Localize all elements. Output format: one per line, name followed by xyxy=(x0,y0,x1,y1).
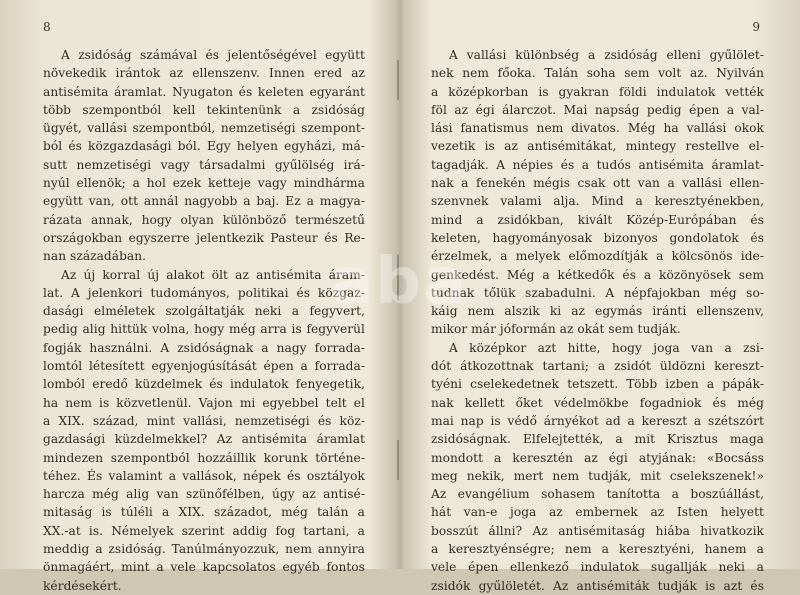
text-line: növekedik irántok az ellenszenv. Innen ered az xyxy=(43,66,365,81)
text-line: antisémita áramlat. Nyugaton és keleten egyaránt xyxy=(43,84,365,99)
watermark: aba xyxy=(330,245,469,319)
text-line: keleten, hagyományosak bizonyos gondolatok és xyxy=(431,230,764,245)
text-line: lási fanatismus nem divatos. Még ha vallási okok xyxy=(431,121,764,136)
text-line: dót átkozottnak tartani; a zsidót üldözni kereszt- xyxy=(431,359,764,374)
text-line: lomtól létesített egyenjogúsítását épen a forrada- xyxy=(43,359,365,374)
text-line: ha nem is közvetlenül. Vajon mi egyebbel telt el xyxy=(43,395,365,410)
text-line: lomból eredő küzdelmek és indulatok fenyegetik, xyxy=(43,377,365,392)
text-line: meddig a zsidóság. Tanúlmányozzuk, nem annyira xyxy=(43,542,365,557)
text-line: önmagáért, mint a vele kapcsolatos egyéb fontos xyxy=(43,560,365,575)
text-line: ból és közgazdasági ból. Egy helyen egyházi, má- xyxy=(43,139,365,154)
text-line: káig nem alszik ki az egymás iránti ellenszenv, xyxy=(431,304,764,319)
text-line: hát van-e joga az embernek az Isten helyett xyxy=(431,505,764,520)
text-line: téhez. És valamint a vallások, népek és osztályok xyxy=(43,468,365,483)
text-line: a keresztyénségre; nem a keresztyéni, hanem a xyxy=(431,542,764,557)
text-line: több szempontból kell tekintenünk a zsidóság xyxy=(43,102,365,117)
text-line: genkedést. Még a kétkedők és a közönyösek sem xyxy=(431,267,764,282)
text-line: pedig alig hittük volna, hogy még arra is fegyverül xyxy=(43,322,365,337)
text-line: szenvnek valami alja. Mind a keresztyénekben, xyxy=(431,194,764,209)
text-line: vele épen ellenkező indulatok sugallják neki a xyxy=(431,560,764,575)
text-line: nyúl ellenök; a hol ezek ketteje vagy mindhárma xyxy=(43,176,365,191)
text-line: meg nekik, mert nem tudják, mit cselekszenek!» xyxy=(431,468,764,483)
text-line: mai nap is védő árnyékot ad a kereszt a szétszórt xyxy=(431,413,764,428)
page-body-text xyxy=(43,46,365,595)
text-line: mondott a keresztén az égi atyjának: «Bocsáss xyxy=(431,450,764,465)
text-line: sutt nemzetiségi vagy társadalmi gyűlölség irá- xyxy=(43,157,365,172)
text-line: országokban egyszerre jelentkezik Pasteur és Re- xyxy=(43,230,365,245)
text-line: zsidók gyűlöletét. Az antisémiták tudják is azt és xyxy=(431,578,764,593)
text-line: ügyét, vallási szempontból, nemzetiségi szempont- xyxy=(43,121,365,136)
text-line: fogják használni. A zsidóságnak a nagy forrada- xyxy=(43,340,365,355)
text-line: dasági elméletek szolgáltatják neki a fegyvert, xyxy=(43,304,365,319)
text-line: Az új korral új alakot ölt az antisémita áram- xyxy=(61,267,365,282)
text-line: mikor már jóformán az okát sem tudják. xyxy=(431,322,681,337)
text-line: A zsidóság számával és jelentőségével együtt xyxy=(61,48,365,62)
text-line: vezetik is az antisémitákat, mintegy restellve el- xyxy=(431,139,764,154)
page-body-text xyxy=(431,46,764,595)
text-line: A középkor azt hitte, hogy joga van a zsi- xyxy=(449,340,764,355)
text-line: a XIX. század, mint vallási, nemzetiségi és köz- xyxy=(43,413,365,428)
binding-stitch-mark xyxy=(397,60,399,100)
text-line: Az evangélium sohasem tanította a boszúállást, xyxy=(431,487,764,502)
text-line: a középkorban is gyakran földi indulatok vették xyxy=(431,84,764,99)
text-line: zsidóságnak. Elfelejtették, a mit Krisztus maga xyxy=(431,432,764,447)
page-number: 8 xyxy=(43,20,51,34)
text-line: tyéni cselekedetnek tetszett. Több izben a pápák- xyxy=(431,377,764,392)
text-line: nak kellett őket védelmökbe fogadniok és még xyxy=(431,395,764,410)
text-line: nak a fenekén mégis csak ott van a vallási ellen- xyxy=(431,176,764,191)
text-line: A vallási különbség a zsidóság elleni gyűlölet- xyxy=(449,48,764,62)
text-line: kérdésekért. xyxy=(43,578,122,593)
text-line: mitaság is túléli a XIX. századot, még talán a xyxy=(43,505,365,520)
text-line: nek nem főoka. Talán soha sem volt az. Nyilván xyxy=(431,66,764,81)
page-number: 9 xyxy=(752,20,760,34)
text-line: föl az égi álarczot. Mai napság pedig épen a val- xyxy=(431,102,764,117)
text-line: mind a zsidókban, kivált Közép-Európában és xyxy=(431,212,764,227)
text-line: érzelmek, a melyek előmozdítják a kölcsönös ide- xyxy=(431,249,764,264)
text-line: rázata annak, hogy olyan különböző természetű xyxy=(43,212,365,227)
text-line: nan századában. xyxy=(43,249,147,264)
text-line: együtt van, ott annál nagyobb a baj. Ez a magya- xyxy=(43,194,365,209)
text-line: bosszút állni? Az antisémitaság hiába hivatkozik xyxy=(431,523,764,538)
binding-stitch-mark xyxy=(397,440,399,480)
text-line: harcza még alig van szünőfélben, úgy az antisé- xyxy=(43,487,365,502)
text-line: gazdasági küzdelmekkel? Az antisémita áramlat xyxy=(43,432,365,447)
text-line: XX.-at is. Némelyek szerint addig fog tartani, a xyxy=(43,523,365,538)
text-line: tagadják. A népies és a tudós antisémita áramlat- xyxy=(431,157,764,172)
text-line: tudnak tőlük szabadulni. A népfajokban még so- xyxy=(431,285,764,300)
text-line: lat. A jelenkori tudományos, politikai és közgaz- xyxy=(43,285,365,300)
text-line: mindezen szempontból hozzáillik korunk történe- xyxy=(43,450,365,465)
